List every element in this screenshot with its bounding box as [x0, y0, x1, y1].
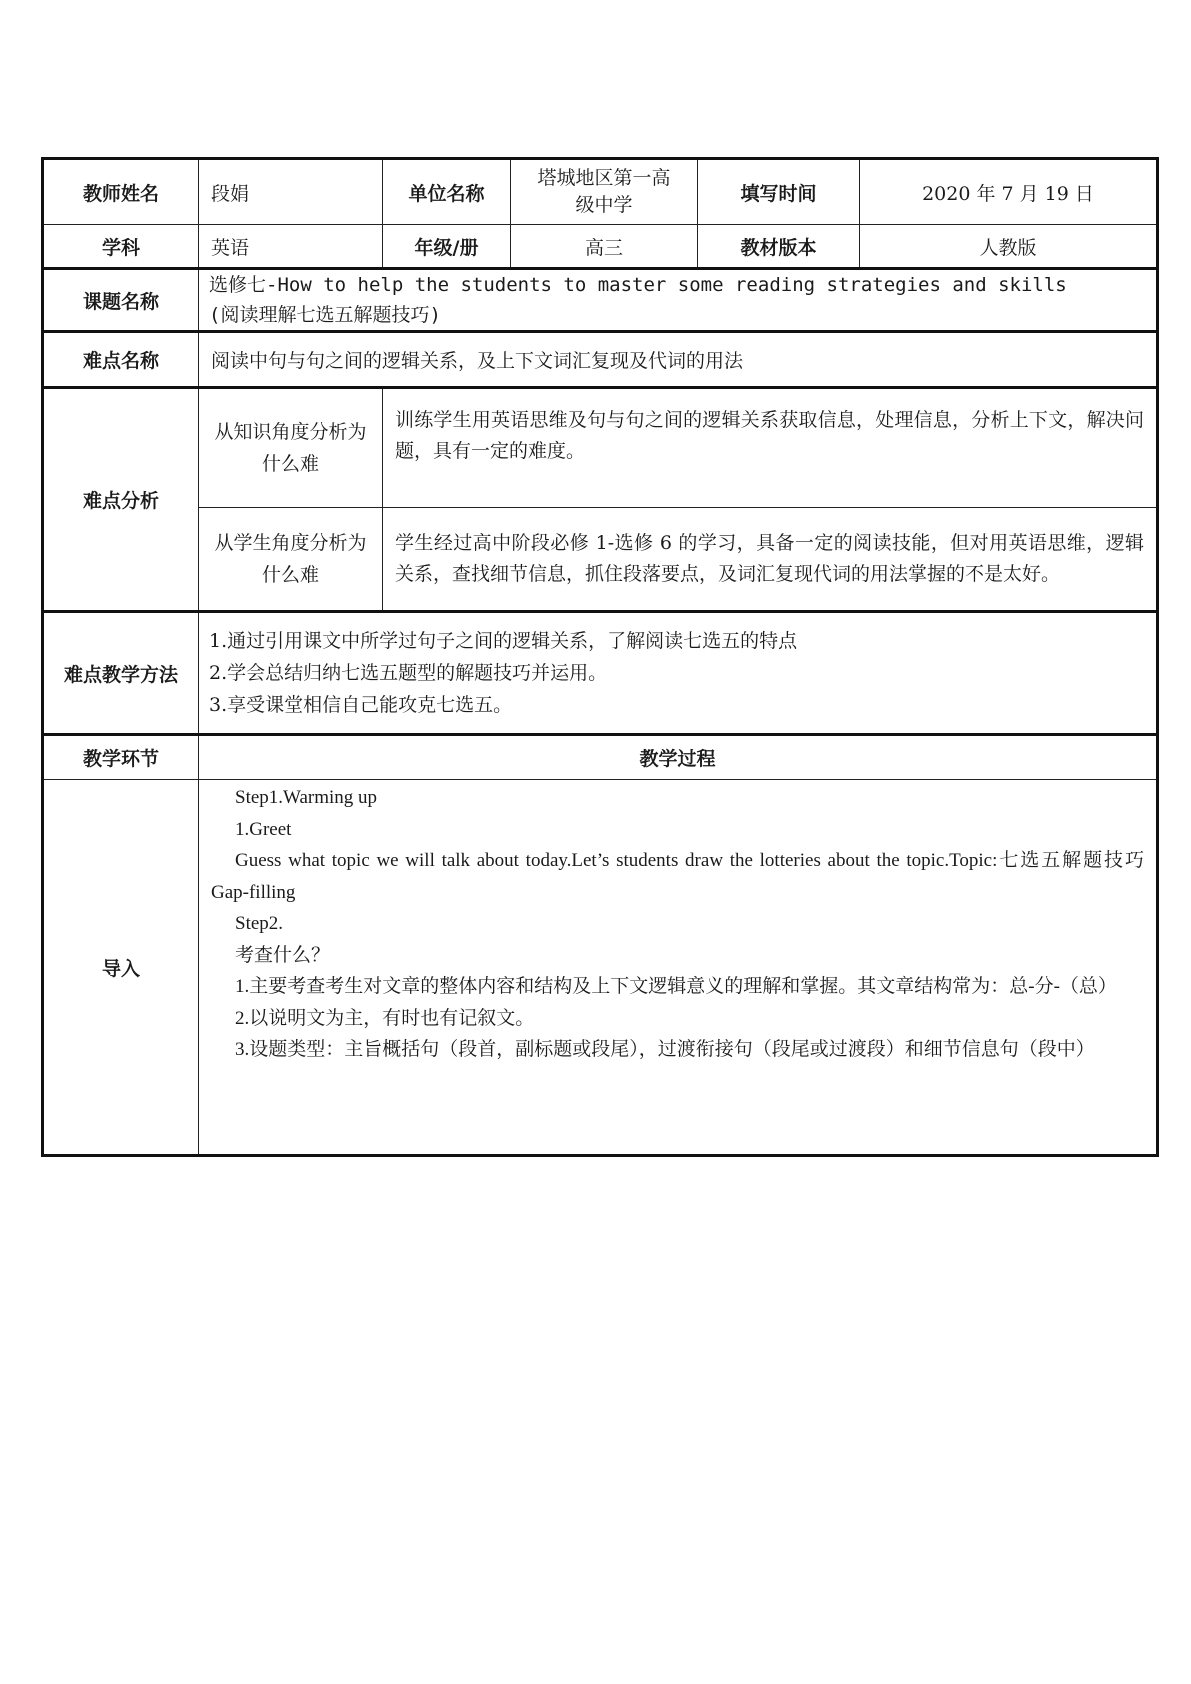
grade-value: 高三: [511, 225, 698, 269]
difficulty-value: 阅读中句与句之间的逻辑关系，及上下文词汇复现及代词的用法: [199, 332, 1158, 388]
unit-name-value: 塔城地区第一高级中学: [511, 159, 698, 225]
method-list: [199, 612, 1158, 735]
fill-date-value: 2020 年 7 月 19 日: [860, 159, 1158, 225]
fill-date-label: 填写时间: [698, 159, 860, 225]
edition-label: 教材版本: [698, 225, 860, 269]
row-analysis-knowledge: [43, 388, 1158, 508]
method-item: 3.享受课堂相信自己能攻克七选五。: [209, 694, 513, 716]
intro-line: 1.主要考查考生对文章的整体内容和结构及上下文逻辑意义的理解和掌握。其文章结构常为：总-分-（总）: [235, 976, 1117, 997]
intro-line: 2.以说明文为主，有时也有记叙文。: [235, 1007, 535, 1029]
grade-label: 年级/册: [383, 225, 511, 269]
lesson-plan-form: [41, 157, 1156, 1157]
intro-line: Step1.Warming up: [235, 787, 378, 808]
method-item: 2.学会总结归纳七选五题型的解题技巧并运用。: [209, 662, 608, 684]
intro-line: Step2.: [235, 913, 284, 934]
topic-line-2: (阅读理解七选五解题技巧): [209, 304, 441, 326]
subject-label: 学科: [43, 225, 199, 269]
unit-name-label: 单位名称: [383, 159, 511, 225]
method-item: 1.通过引用课文中所学过句子之间的逻辑关系，了解阅读七选五的特点: [209, 630, 798, 652]
intro-label: 导入: [43, 780, 199, 1156]
difficulty-label: 难点名称: [43, 332, 199, 388]
knowledge-angle-label: 从知识角度分析为什么难: [199, 388, 383, 508]
row-header-1: [43, 159, 1158, 225]
edition-value: 人教版: [860, 225, 1158, 269]
teaching-stage-header: 教学环节: [43, 735, 199, 780]
student-angle-label: 从学生角度分析为什么难: [199, 508, 383, 612]
subject-value: 英语: [199, 225, 383, 269]
intro-line: 考查什么？: [235, 944, 331, 966]
teacher-name-value: 段娟: [199, 159, 383, 225]
row-section-header: [43, 735, 1158, 780]
teacher-name-label: 教师姓名: [43, 159, 199, 225]
knowledge-angle-text: 训练学生用英语思维及句与句之间的逻辑关系获取信息，处理信息，分析上下文，解决问题，具有一定的难度。: [383, 388, 1158, 508]
row-header-2: [43, 225, 1158, 269]
topic-value: [199, 269, 1158, 332]
row-topic: [43, 269, 1158, 332]
method-label: 难点教学方法: [43, 612, 199, 735]
row-method: [43, 612, 1158, 735]
row-difficulty: [43, 332, 1158, 388]
intro-line: 3.设题类型：主旨概括句（段首，副标题或段尾），过渡衔接句（段尾或过渡段）和细节信息句（段中）: [235, 1039, 1095, 1060]
intro-line: 1.Greet: [235, 818, 292, 840]
teaching-process-header: 教学过程: [199, 735, 1158, 780]
analysis-label: 难点分析: [43, 388, 199, 612]
intro-process: [199, 780, 1158, 1156]
row-intro: [43, 780, 1158, 1156]
intro-line: Guess what topic we will talk about today.Let’s students draw the lotteries about the topic.Topic:七选五解题技巧 Gap-filling: [211, 850, 1144, 903]
topic-label: 课题名称: [43, 269, 199, 332]
row-analysis-student: [43, 508, 1158, 612]
topic-line-1: 选修七-How to help the students to master some reading strategies and skills: [209, 274, 1067, 296]
lesson-plan-table: [41, 157, 1159, 1157]
student-angle-text: 学生经过高中阶段必修 1-选修 6 的学习，具备一定的阅读技能，但对用英语思维，逻辑关系，查找细节信息，抓住段落要点，及词汇复现代词的用法掌握的不是太好。: [383, 508, 1158, 612]
